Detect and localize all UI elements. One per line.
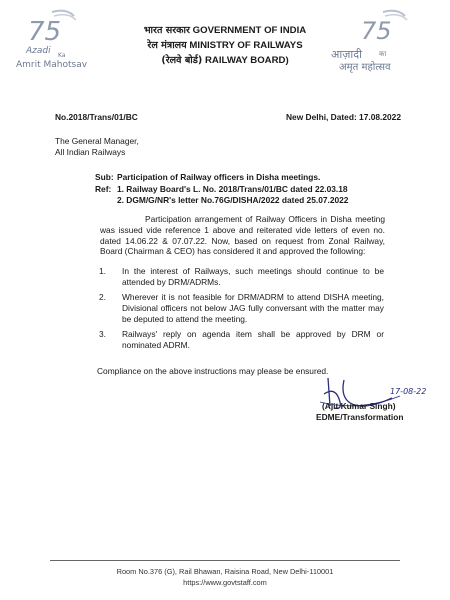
signatory-title: EDME/Transformation: [316, 412, 404, 422]
point-1-number: 1.: [99, 266, 106, 276]
reference-2: 2. DGM/G/NR's letter No.76G/DISHA/2022 dated 25.07.2022: [117, 195, 349, 205]
signatory-name: (Ajit Kumar Singh): [322, 401, 396, 411]
logo-graphic: [8, 6, 113, 74]
letterhead-government-hindi: भारत सरकार: [143, 25, 190, 36]
letterhead-government-english: GOVERNMENT OF INDIA: [192, 25, 307, 36]
logo-left-number: 75: [28, 17, 62, 47]
letterhead-government: [105, 25, 345, 37]
letterhead-board: [105, 55, 345, 67]
point-3-text: Railways' reply on agenda item shall be approved by DRM or nominated ADRM.: [122, 329, 384, 350]
letterhead-ministry-hindi: रेल मंत्रालय: [147, 40, 187, 51]
letterhead-board-hindi: (रेलवे बोर्ड): [161, 55, 203, 66]
letter-place-date: New Delhi, Dated: 17.08.2022: [286, 112, 401, 122]
addressee-line-1: The General Manager,: [55, 136, 139, 146]
reference-label: Ref:: [95, 184, 112, 194]
signature-date: 17-08-22: [390, 387, 427, 396]
letterhead-ministry: [105, 40, 345, 52]
addressee-line-2: All Indian Railways: [55, 147, 126, 157]
body-paragraph: Participation arrangement of Railway Officers in Disha meeting was issued vide reference 1 above and reiterated vide letters of even no. dated 14.06.22 & 07.07.22. Now, based on request from Zonal Railway, Board (Chairman & CEO) has considered it and approved the following:: [100, 214, 385, 257]
letterhead-ministry-english: MINISTRY OF RAILWAYS: [189, 40, 303, 51]
footer-divider: [50, 560, 400, 561]
letter-reference-number: No.2018/Trans/01/BC: [55, 112, 138, 122]
logo-left-ka: Ka: [58, 52, 66, 59]
logo-right-number: 75: [361, 17, 392, 45]
logo-right-ka: का: [379, 50, 387, 58]
footer-address: Room No.376 (G), Rail Bhawan, Raisina Road, New Delhi-110001: [116, 567, 334, 576]
point-1-text: In the interest of Railways, such meetings should continue to be attended by DRM/ADRMs.: [122, 266, 384, 287]
point-3-number: 3.: [99, 329, 106, 339]
point-2-number: 2.: [99, 292, 106, 302]
logo-right-amrit-mahotsav: अमृत महोत्सव: [339, 62, 391, 73]
azadi-ka-amrit-mahotsav-logo-left: [8, 6, 113, 74]
subject-text: Participation of Railway officers in Disha meetings.: [117, 172, 321, 182]
letterhead-board-english: RAILWAY BOARD): [204, 55, 289, 66]
footer-website: https://www.govtstaff.com: [183, 578, 267, 587]
closing-line: Compliance on the above instructions may please be ensured.: [97, 366, 329, 376]
logo-right-azadi: आज़ादी: [331, 48, 362, 61]
reference-1: 1. Railway Board's L. No. 2018/Trans/01/BC dated 22.03.18: [117, 184, 348, 194]
logo-left-amrit-mahotsav: Amrit Mahotsav: [16, 60, 88, 70]
logo-left-azadi: Azadi: [26, 46, 51, 56]
subject-label: Sub:: [95, 172, 114, 182]
point-2-text: Wherever it is not feasible for DRM/ADRM to attend DISHA meeting, Divisional officers not below JAG fully conversant with the matter may be deputed to attend the meeting.: [122, 292, 384, 324]
